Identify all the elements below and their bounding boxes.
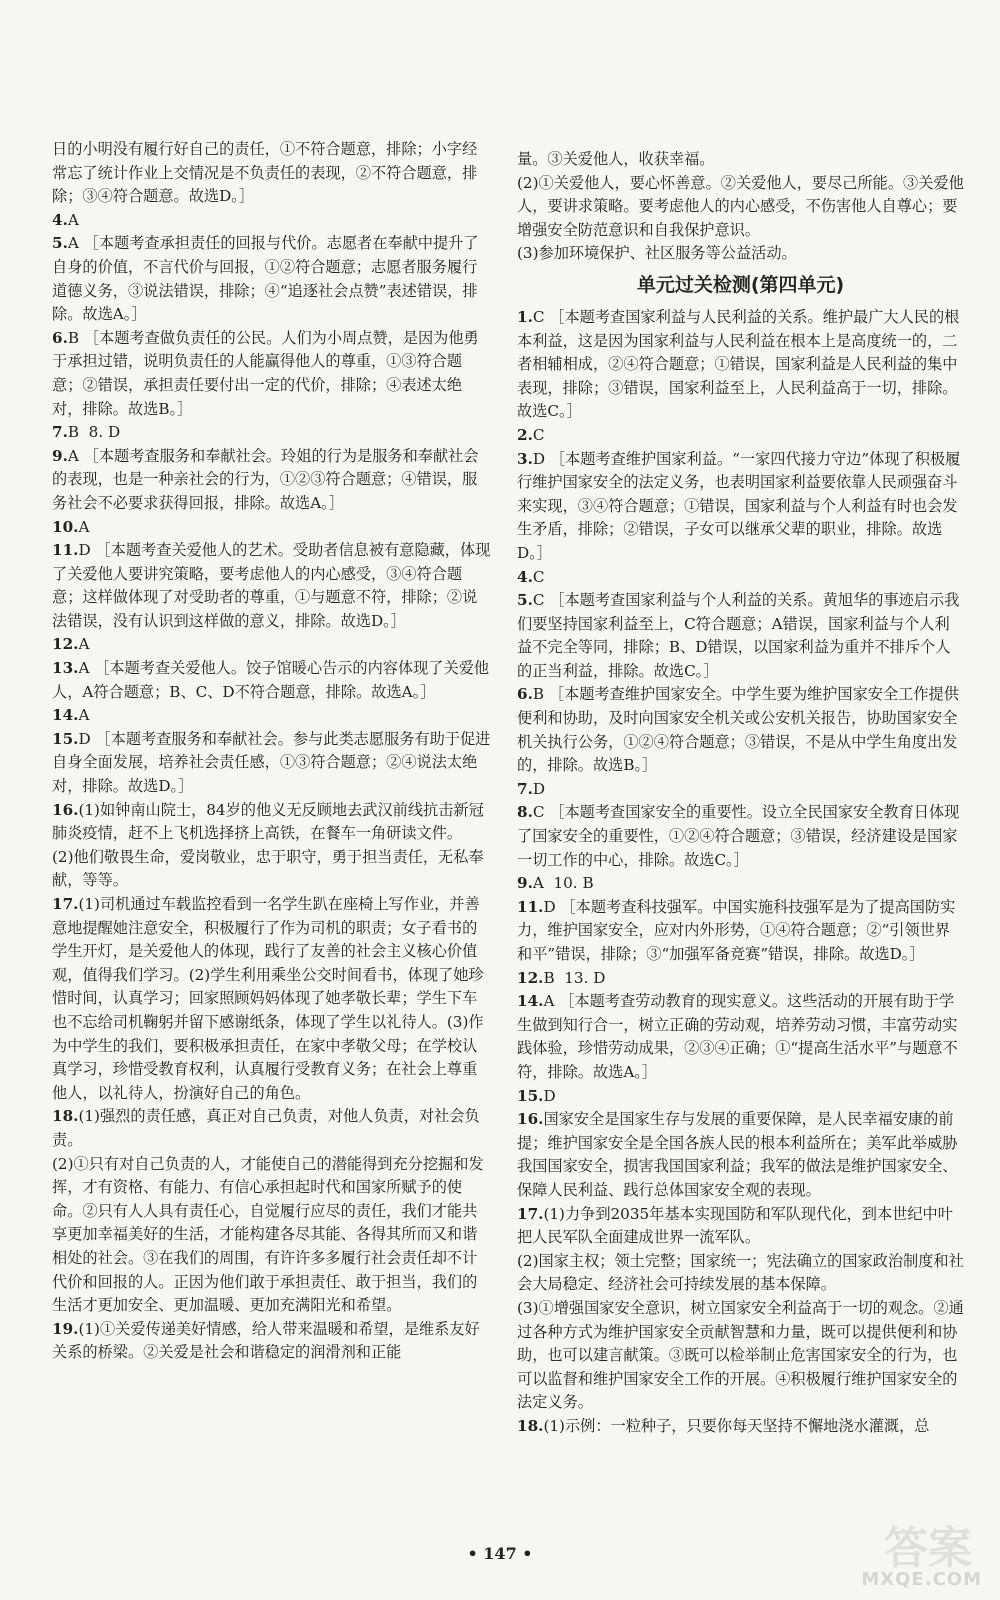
answer-number: 15. [517,1086,544,1105]
answer-item [517,990,964,1084]
answer-number: 3. [517,449,533,468]
answer-item [52,327,492,421]
answer-number: 10. [52,517,79,536]
answer-number: 17. [52,895,79,913]
answer-number: 4. [52,210,68,229]
watermark-logo-mark: 答案 [884,1523,972,1574]
answer-number: 17. [517,1204,544,1223]
watermark-text: MXQE.COM [861,1569,982,1590]
answer-text: (1)强烈的责任感，真正对自己负责，对他人负责，对社会负责。 (2)①只有对自己负责的人，才能使自己的潜能得到充分挖掘和发挥，才有资格、有能力、有信心承担起时代和国家所赋予的使命。②只有人人具有责任心，自觉履行应尽的责任，我们才能共享更加幸福美好的生活，才能构建各尽其能、各得其所而又和谐相处的社会。③在我们的周围，有许许多多履行社会责任却不计代价和回报的人。正因为他们敢于承担责任、敢于担当，我们的生活才更加安全、更加温暖、更加充满阳光和希望。 [52,1107,484,1315]
answer-text: C ［本题考查国家利益与人民利益的关系。维护最广大人民的根本利益，这是因为国家利益与人民利益在根本上是高度统一的，二者相辅相成，②④符合题意；①错误，国家利益是人民利益的集中表现，排除；③错误，国家利益至上，人民利益高于一切，排除。故选C。］ [517,307,960,421]
answer-number: 7. [52,423,68,442]
answer-text: D ［本题考查关爱他人的艺术。受助者信息被有意隐藏，体现了关爱他人要讲究策略，要考虑他人的内心感受，③④符合题意；这样做体现了对受助者的尊重，①与题意不符，排除；②说法错误，没有认识到这样做的意义，排除。故选D。］ [52,541,491,630]
answer-item [517,1203,964,1415]
answer-text: B ［本题考查做负责任的公民。人们为小周点赞，是因为他勇于承担过错，说明负责任的人能赢得他人的尊重，①③符合题意；②错误，承担责任要付出一定的代价，排除；④表述太绝对，排除。故选B。］ [52,328,479,418]
answer-item [517,778,964,802]
answer-text: (1)示例：一粒种子，只要你每天坚持不懈地浇水灌溉，总 [543,1416,930,1435]
answer-item [517,589,964,683]
answer-item [517,148,964,266]
answer-text: A ［本题考查劳动教育的现实意义。这些活动的开展有助于学生做到知行合一，树立正确的劳动观，培养劳动习惯，丰富劳动实践体验，珍惜劳动成果，②③④正确；①“提高生活水平”与题意不符，排除。故选A。］ [517,992,958,1081]
answer-number: 12. [52,635,79,654]
answer-item [517,306,964,424]
answer-text: C [532,567,545,586]
answer-item [517,566,964,590]
answer-item [52,1318,492,1365]
answer-text: D ［本题考查服务和奉献社会。参与此类志愿服务有助于促进自身全面发展，培养社会责任感，①③符合题意；②④说法太绝对，排除。故选D。］ [52,729,491,796]
answer-number: 2. [517,425,533,444]
answer-item [52,799,492,893]
answer-number: 19. [52,1319,79,1338]
answer-text: B ［本题考查维护国家安全。中学生要为维护国家安全工作提供便利和协助，及时向国家安全机关或公安机关报告，协助国家安全机关执行公务，①②④符合题意；③错误，不是从中学生角度出发的，排除。故选B。］ [517,685,959,775]
answer-item [52,516,492,540]
answer-item [52,1105,492,1317]
section-title: 单元过关检测(第四单元) [636,273,845,296]
answer-number: 7. [517,779,533,798]
answer-item [52,704,492,728]
answer-number: 15. [52,729,79,748]
answer-item [517,1085,964,1109]
answer-item [52,421,492,445]
answer-text: C [532,425,545,444]
answer-text: (1)力争到2035年基本实现国防和军队现代化，到本世纪中叶把人民军队全面建成世界一流军队。 (2)国家主权；领土完整；国家统一；宪法确立的国家政治制度和社会大局稳定、经济社会可持续发展的基本保障。 (3)①增强国家安全意识，树立国家安全利益高于一切的观念。②通过各种方式为维护国家安全贡献智慧和力量，既可以提供便利和协助，也可以建言献策。③既可以检举制止危害国家安全的行为，也可以监督和维护国家安全工作的开展。④积极履行维护国家安全的法定义务。 [517,1204,964,1412]
watermark-logo [832,1512,982,1592]
right-column-continuation [517,148,964,266]
answer-text: A ［本题考查服务和奉献社会。玲姐的行为是服务和奉献社会的表现，也是一种亲社会的行为，①②③符合题意；④错误，服务社会不必要求获得回报，排除。故选A。］ [52,446,479,512]
answer-number: 1. [517,307,533,326]
answer-text: A 10. B [532,874,594,893]
answer-text: A [78,517,90,536]
answer-number: 4. [517,567,533,586]
answer-text: B 13. D [543,968,606,987]
answer-number: 9. [52,446,68,465]
answer-text: A [78,706,90,725]
right-column-answers [517,306,964,1439]
answer-number: 6. [517,685,533,704]
answer-number: 11. [52,541,79,560]
answer-number: 12. [517,968,544,987]
answer-number: 6. [52,328,68,347]
answer-item [52,728,492,799]
answer-number: 18. [52,1107,79,1126]
answer-text: A [78,635,90,654]
answer-item [517,448,964,566]
answer-item [517,424,964,448]
answer-item [52,893,492,1105]
answer-text: B 8. D [67,423,121,442]
right-column [517,148,964,1438]
answer-item [52,633,492,657]
answer-text: A ［本题考查关爱他人。饺子馆暖心告示的内容体现了关爱他人，A符合题意；B、C、D不符合题意，排除。故选A。］ [52,659,490,701]
answer-text: A [67,210,79,229]
answer-number: 13. [52,659,79,678]
answer-text: D [532,779,546,798]
answer-text: (1)如钟南山院士，84岁的他义无反顾地去武汉前线抗击新冠肺炎疫情，赶不上飞机选择挤上高铁，在餐车一角研读文件。 (2)他们敬畏生命，爱岗敬业，忠于职守，勇于担当责任，无私奉献，等等。 [52,800,484,890]
answer-number: 14. [52,706,79,725]
answer-text: 日的小明没有履行好自己的责任，①不符合题意，排除；小字经常忘了统计作业上交情况是不负责任的表现，②不符合题意，排除；③④符合题意。故选D。］ [52,140,478,206]
answer-item [52,138,492,209]
answer-item [517,1415,964,1439]
answer-item [517,801,964,872]
answer-item [517,896,964,967]
answer-number: 5. [52,234,68,253]
answer-item [52,657,492,704]
answer-text: D ［本题考查科技强军。中国实施科技强军是为了提高国防实力，维护国家安全，应对内外形势，①④符合题意；②“引领世界和平”错误，排除；③“加强军备竞赛”错误，排除。故选D。］ [517,897,956,963]
answer-text: C ［本题考查国家安全的重要性。设立全民国家安全教育日体现了国家安全的重要性，①②④符合题意；③错误，经济建设是国家一切工作的中心，排除。故选C。］ [517,803,960,869]
answer-text: 国家安全是国家生存与发展的重要保障，是人民幸福安康的前提；维护国家安全是全国各族人民的根本利益所在；美军此举威胁我国国家安全，损害我国国家利益；我军的做法是维护国家安全、保障人民利益、践行总体国家安全观的表现。 [517,1110,958,1199]
left-column [52,138,492,1365]
answer-item [517,967,964,991]
answer-text: (1)①关爱传递美好情感，给人带来温暖和希望，是维系友好关系的桥梁。②关爱是社会和谐稳定的润滑剂和正能 [52,1319,480,1362]
answer-number: 16. [52,800,79,819]
answer-item [517,872,964,896]
answer-item [517,1108,964,1202]
answer-text: (1)司机通过车载监控看到一名学生趴在座椅上写作业，并善意地提醒她注意安全，积极履行了作为司机的职责；女子看书的学生开灯，是关爱他人的体现，践行了友善的社会主义核心价值观，值得我们学习。(2)学生利用乘坐公交时间看书，体现了她珍惜时间，认真学习；回家照顾妈妈体现了她孝敬长辈；学生下车也不忘给司机鞠躬并留下感谢纸条，体现了学生以礼待人。(3)作为中学生的我们，要积极承担责任，在家中孝敬父母；在学校认真学习，珍惜受教育权利，认真履行受教育义务；在社会上尊重他人，以礼待人，扮演好自己的角色。 [52,895,484,1102]
answer-number: 8. [517,803,533,822]
answer-number: 18. [517,1416,544,1435]
answer-number: 14. [517,992,544,1011]
answer-item [52,445,492,516]
answer-item [52,232,492,326]
answer-text: A ［本题考查承担责任的回报与代价。志愿者在奉献中提升了自身的价值，不言代价与回报，①②符合题意；志愿者服务履行道德义务，③说法错误，排除；④“追逐社会点赞”表述错误，排除。故选A。］ [52,234,479,324]
answer-item [52,209,492,233]
page-number: • 147 • [467,1544,533,1563]
answer-text: D ［本题考查维护国家利益。“一家四代接力守边”体现了积极履行维护国家安全的法定义务，也表明国家利益要依靠人民顽强奋斗来实现，③④符合题意；①错误，国家利益与个人利益有时也会发生矛盾，排除；②错误，子女可以继承父辈的职业，排除。故选D。］ [517,449,961,562]
answer-item [517,683,964,777]
answer-number: 11. [517,897,544,916]
answer-item [52,539,492,633]
answer-number: 5. [517,591,533,610]
answer-text: C ［本题考查国家利益与个人利益的关系。黄旭华的事迹启示我们要坚持国家利益至上，C符合题意；A错误，国家利益与个人利益不完全等同，排除；B、D错误，以国家利益为重并不排斥个人的正当利益，排除。故选C。］ [517,591,960,680]
answer-text: 量。③关爱他人，收获幸福。 (2)①关爱他人，要心怀善意。②关爱他人，要尽己所能。③关爱他人，要讲求策略。要考虑他人的内心感受，不伤害他人自尊心；要增强安全防范意识和自我保护意识。 (3)参加环境保护、社区服务等公益活动。 [517,150,964,263]
answer-number: 9. [517,874,533,893]
answer-number: 16. [517,1110,544,1129]
answer-text: D [543,1086,556,1105]
